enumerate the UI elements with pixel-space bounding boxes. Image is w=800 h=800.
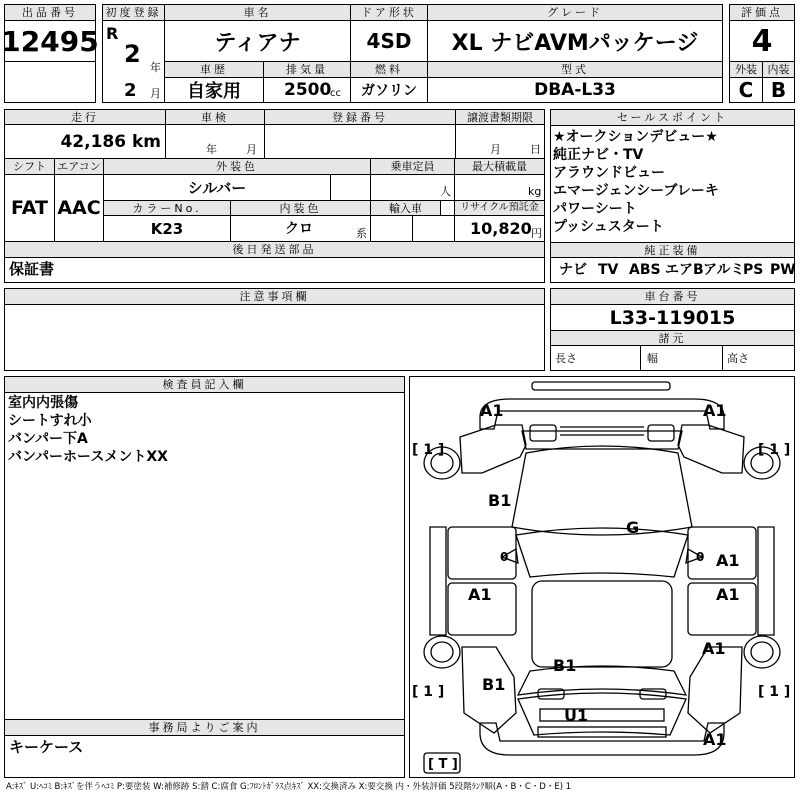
recycle-label: リサイクル預託金 xyxy=(454,200,545,216)
chassis-label: 車台番号 xyxy=(550,288,795,305)
mark-rear-left-tire: [ 1 ] xyxy=(412,684,445,700)
reg-no-label: 登録番号 xyxy=(264,109,456,125)
mileage-label: 走行 xyxy=(4,109,166,125)
mark-front-left-bumper: A1 xyxy=(480,401,504,420)
lot-number-label: 出品番号 xyxy=(4,4,96,21)
notes-cell xyxy=(4,304,545,371)
later-parts-cell xyxy=(4,257,545,283)
recycle-unit: 円 xyxy=(531,227,542,240)
sales-point-line: プッシュスタート xyxy=(553,219,664,235)
load-label: 最大積載量 xyxy=(454,158,545,175)
car-name-label: 車名 xyxy=(164,4,351,21)
reg-no-cell xyxy=(264,124,456,159)
equipment-navi: ナビ xyxy=(559,262,587,278)
mark-right-rear-door: A1 xyxy=(716,585,740,604)
grade: XL ナビAVMパッケージ xyxy=(427,20,723,62)
color-no-label: カラーNo. xyxy=(103,200,231,216)
mark-right-front-door: A1 xyxy=(716,551,740,570)
inspection-year-unit: 年 xyxy=(206,143,217,156)
mark-rear-bumper-right: A1 xyxy=(703,730,727,749)
fuel-label: 燃料 xyxy=(350,61,428,78)
ext-color-extra xyxy=(330,174,371,201)
int-color-label: 内装色 xyxy=(230,200,371,216)
sales-point-line: アラウンドビュー xyxy=(553,165,665,181)
capacity-label: 乗車定員 xyxy=(370,158,455,175)
fuel: ガソリン xyxy=(350,77,428,103)
interior-grade: B xyxy=(762,77,795,103)
door-type: 4SD xyxy=(350,20,428,62)
mark-left-rear-door: A1 xyxy=(468,585,492,604)
reg-year: 2 xyxy=(124,40,141,68)
displacement-unit: cc xyxy=(330,88,341,99)
equipment-alloy: アルミ xyxy=(703,262,745,278)
exterior-grade: C xyxy=(729,77,763,103)
mark-windshield: G xyxy=(626,518,640,537)
ext-color: シルバー xyxy=(103,174,331,201)
mark-rear-right-tire: [ 1 ] xyxy=(758,684,791,700)
inspector-label: 検査員記入欄 xyxy=(4,376,405,393)
transfer-day-unit: 日 xyxy=(530,143,541,156)
mark-right-door-zero: 0 xyxy=(696,550,705,564)
first-reg-label: 初度登録 xyxy=(102,4,165,21)
capacity-unit: 人 xyxy=(440,185,451,198)
mark-left-rear-fender: B1 xyxy=(482,675,506,694)
ext-color-label: 外装色 xyxy=(103,158,371,175)
air-conditioner: AAC xyxy=(54,174,104,242)
inspector-line: 室内内張傷 xyxy=(8,395,78,411)
equipment-tv: TV xyxy=(598,262,619,278)
ac-label: エアコン xyxy=(54,158,104,175)
int-color: クロ xyxy=(285,221,313,237)
inspection-month-unit: 月 xyxy=(246,143,257,156)
sales-point-line: エマージェンシーブレーキ xyxy=(553,183,719,199)
mark-trunk: B1 xyxy=(553,656,577,675)
recycle-fee: 10,820 xyxy=(470,219,532,238)
exterior-label: 外装 xyxy=(729,61,763,78)
height-label: 高さ xyxy=(727,352,749,365)
legend: A:ｷｽﾞ U:ﾍｺﾐ B:ｷｽﾞを伴うﾍｺﾐ P:要塗装 W:補修跡 S:錆 C:腐食 G:ﾌﾛﾝﾄｶﾞﾗｽ点ｷｽﾞ XX:交換済み X:要交換 内・外装評価 5段階ﾗﾝｸ順(A・B・C・D・E) 1 xyxy=(6,782,572,792)
displacement: 2500 xyxy=(284,80,332,100)
sales-point-line: パワーシート xyxy=(553,201,637,217)
lot-blank-cell xyxy=(4,61,96,103)
reg-year-unit: 年 xyxy=(150,61,161,74)
mark-front-right-bumper: A1 xyxy=(703,401,727,420)
car-outline xyxy=(410,377,794,777)
equipment-abs: ABS xyxy=(629,262,661,278)
era-label: R xyxy=(106,24,119,43)
mark-right-rear-fender: A1 xyxy=(702,639,726,658)
score: 4 xyxy=(729,20,795,62)
transfer-month-unit: 月 xyxy=(490,143,501,156)
car-diagram xyxy=(409,376,795,778)
inspector-line: シートすれ小 xyxy=(8,413,92,429)
sales-points-label: セールスポイント xyxy=(550,109,795,126)
history: 自家用 xyxy=(164,77,264,103)
equipment-pw: PW xyxy=(770,262,796,278)
office-label: 事務局よりご案内 xyxy=(4,719,405,736)
reg-month: 2 xyxy=(124,80,137,101)
length-label: 長さ xyxy=(555,352,577,365)
inspection-label: 車検 xyxy=(165,109,265,125)
mark-front-right-tire: [ 1 ] xyxy=(758,442,791,458)
lot-number: 12495 xyxy=(4,20,96,62)
mark-rear-bumper: U1 xyxy=(564,706,589,725)
equipment-label: 純正装備 xyxy=(550,242,795,258)
score-label: 評価点 xyxy=(729,4,795,21)
later-parts-value: 保証書 xyxy=(9,260,55,278)
office-value: キーケース xyxy=(9,738,84,756)
import-label: 輸入車 xyxy=(370,200,441,216)
spec-label: 諸元 xyxy=(550,330,795,346)
displacement-label: 排気量 xyxy=(263,61,351,78)
door-label: ドア形状 xyxy=(350,4,428,21)
shift: FAT xyxy=(4,174,55,242)
mark-spare-tire: [ T ] xyxy=(428,757,458,772)
notes-label: 注意事項欄 xyxy=(4,288,545,305)
inspector-line: バンパーホースメントXX xyxy=(8,449,168,465)
chassis-number: L33-119015 xyxy=(550,304,795,331)
equipment-airbag: エアB xyxy=(665,262,704,278)
later-parts-label: 後日発送部品 xyxy=(4,241,545,258)
model-label: 型式 xyxy=(427,61,723,78)
load-unit: kg xyxy=(528,185,542,198)
import-cell-a xyxy=(370,215,413,242)
car-name: ティアナ xyxy=(164,20,351,62)
mark-front-left-tire: [ 1 ] xyxy=(412,442,445,458)
mark-left-door-zero: 0 xyxy=(500,550,509,564)
shift-label: シフト xyxy=(4,158,55,175)
interior-label: 内装 xyxy=(762,61,795,78)
equipment-ps: PS xyxy=(743,262,764,278)
width-label: 幅 xyxy=(647,352,658,365)
sales-point-line: 純正ナビ・TV xyxy=(553,147,644,163)
mark-left-front-fender: B1 xyxy=(488,491,512,510)
model-code: DBA-L33 xyxy=(427,77,723,103)
grade-label: グレード xyxy=(427,4,723,21)
inspector-line: バンパー下A xyxy=(8,431,88,447)
sales-point-line: ★オークションデビュー★ xyxy=(553,129,718,145)
import-cell-b xyxy=(412,215,455,242)
mileage: 42,186 km xyxy=(4,124,166,159)
color-no: K23 xyxy=(103,215,231,242)
int-color-unit: 系 xyxy=(356,227,367,240)
history-label: 車歴 xyxy=(164,61,264,78)
reg-month-unit: 月 xyxy=(150,87,161,100)
transfer-label: 譲渡書類期限 xyxy=(455,109,545,125)
